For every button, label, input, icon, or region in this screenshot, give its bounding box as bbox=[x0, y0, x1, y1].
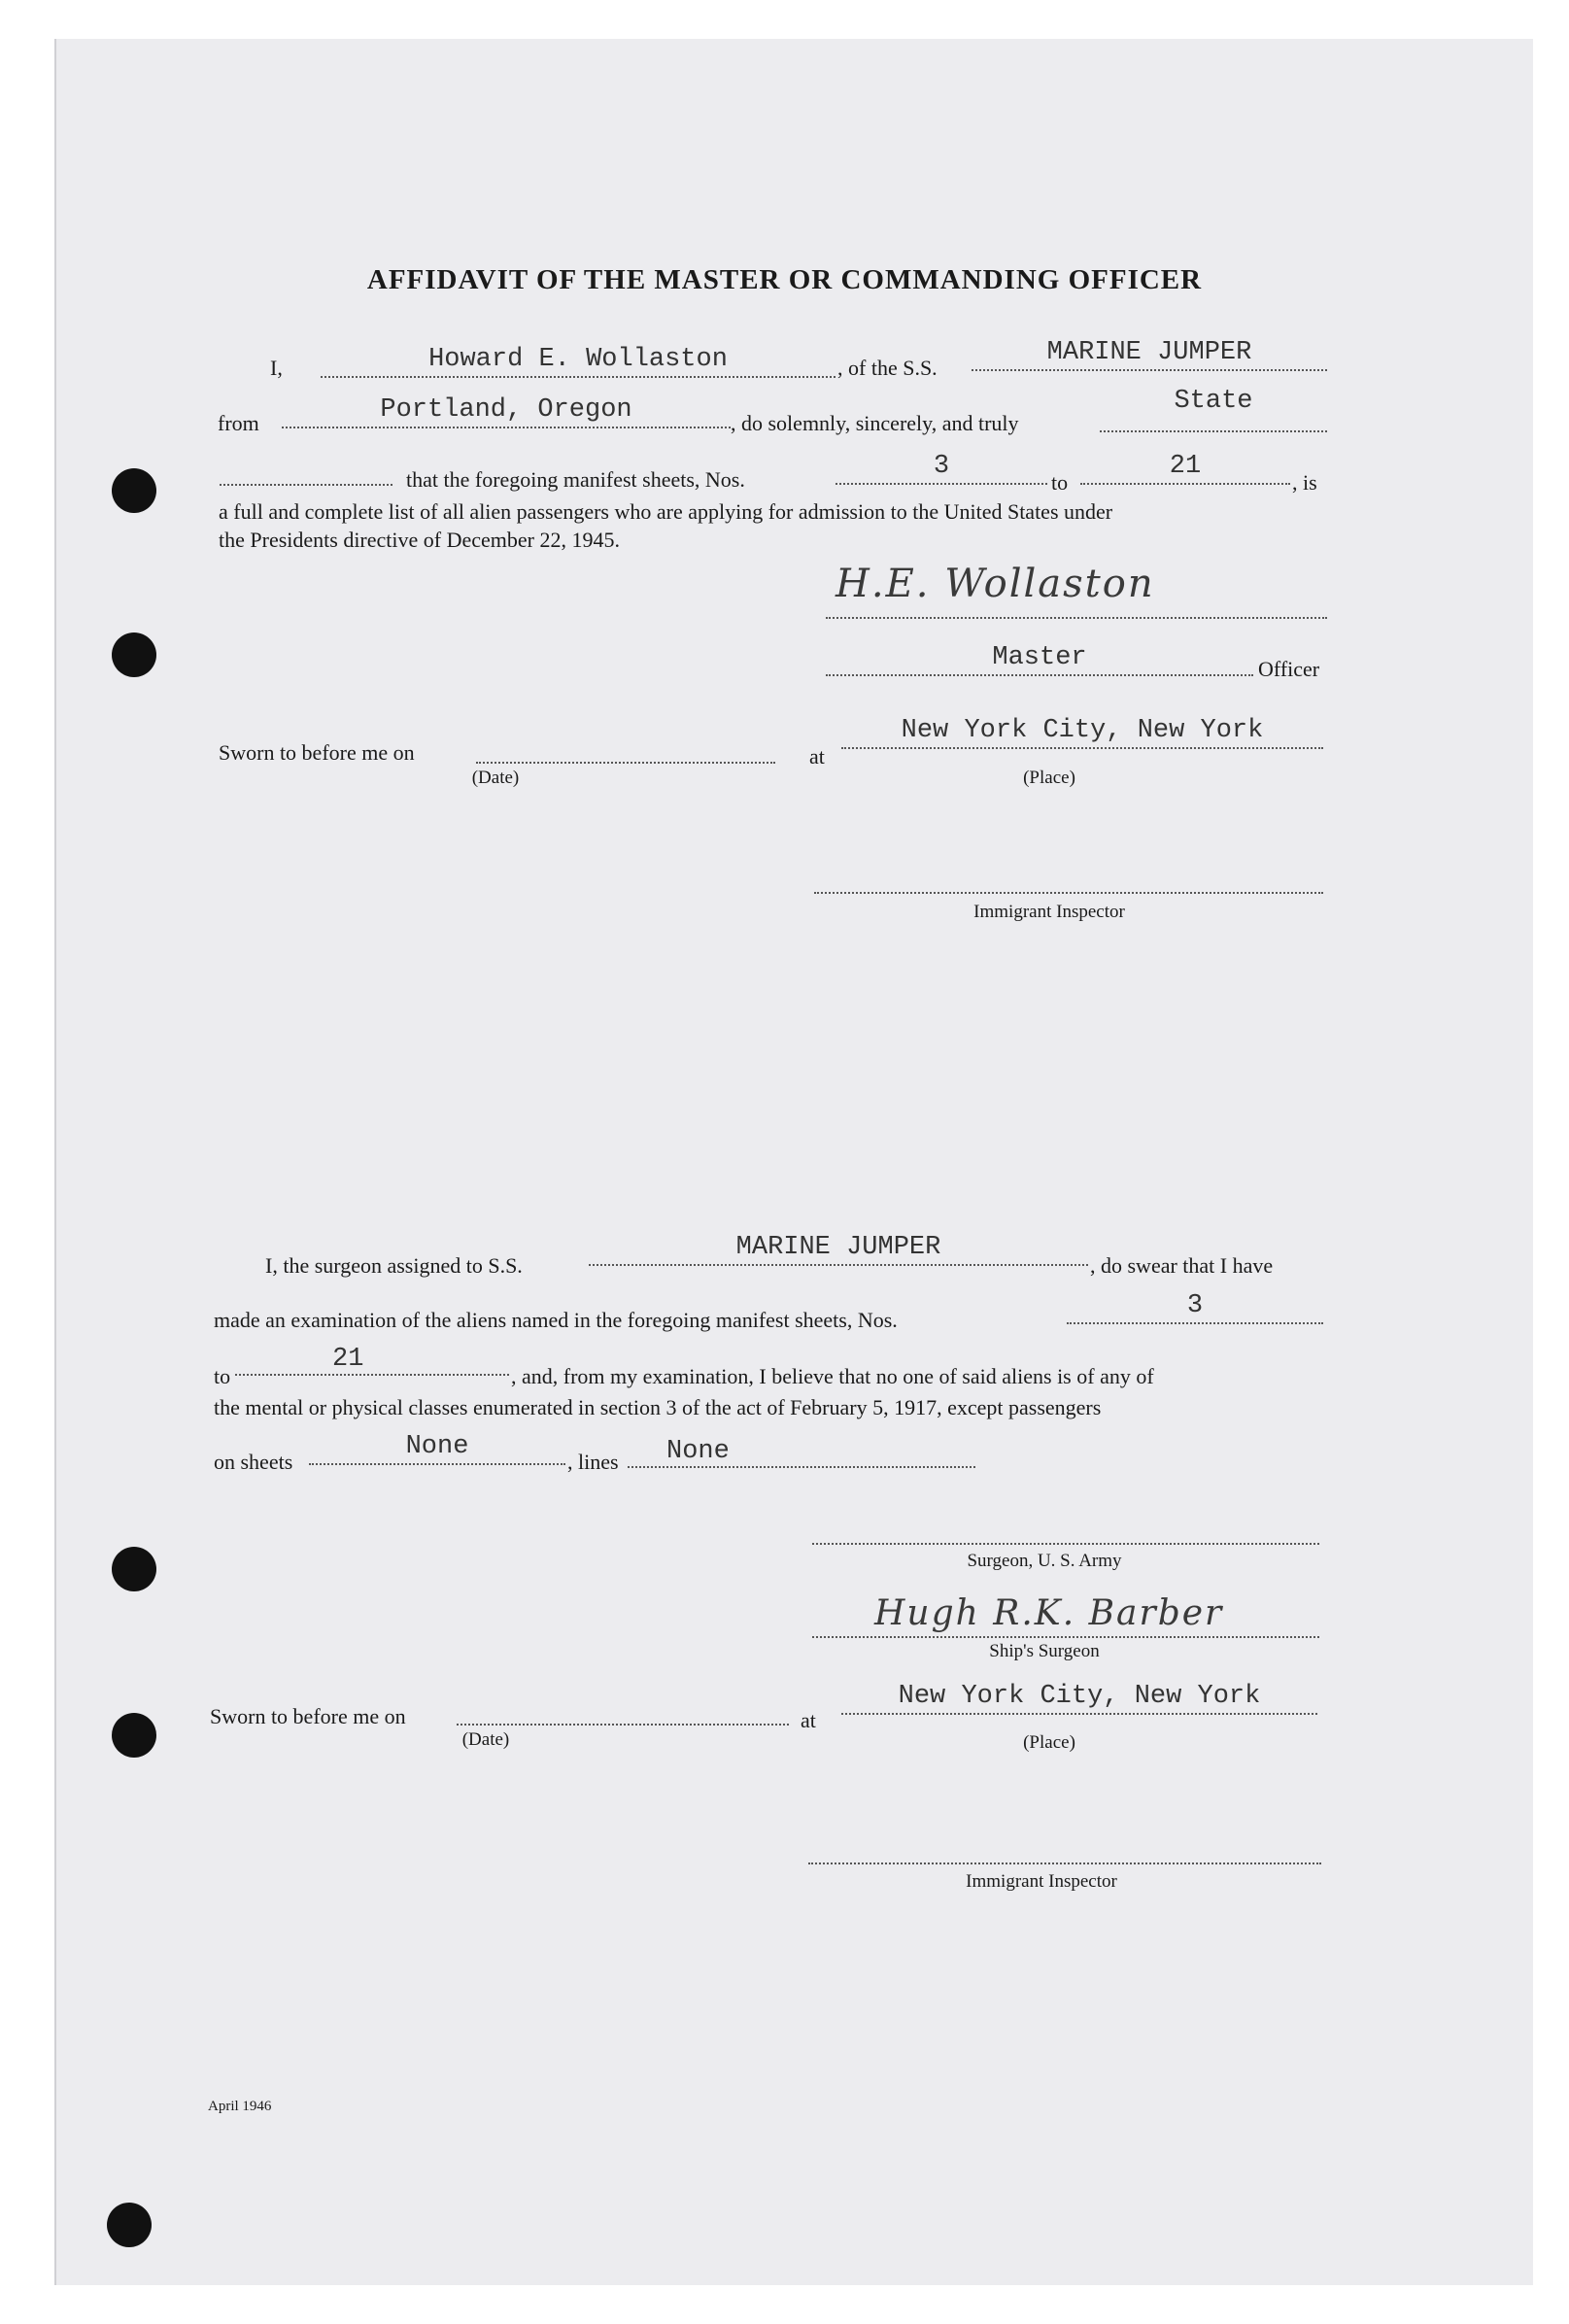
signature-line bbox=[826, 617, 1327, 619]
at-label: at bbox=[809, 744, 825, 769]
on-sheets-label: on sheets bbox=[214, 1450, 293, 1474]
punch-hole bbox=[112, 468, 156, 513]
sworn-label: Sworn to before me on bbox=[219, 740, 415, 765]
ship-name-field[interactable]: MARINE JUMPER bbox=[972, 336, 1327, 371]
army-surgeon-line bbox=[812, 1543, 1319, 1545]
directive-line: the Presidents directive of December 22, 1945. bbox=[219, 528, 620, 552]
sheets-from-field[interactable]: 3 bbox=[836, 450, 1047, 485]
sheets-to-field[interactable]: 21 bbox=[1080, 450, 1290, 485]
punch-hole bbox=[107, 2203, 152, 2247]
surgeon-date-caption: (Date) bbox=[461, 1729, 510, 1750]
oath-word-field[interactable]: State bbox=[1174, 387, 1253, 416]
foregoing-label: that the foregoing manifest sheets, Nos. bbox=[406, 467, 745, 492]
punch-hole bbox=[112, 1547, 156, 1591]
surgeon-sworn-date-field[interactable] bbox=[457, 1691, 789, 1726]
from-exam-label: , and, from my examination, I believe that no one of said aliens is of any of bbox=[511, 1364, 1154, 1388]
surgeon-sworn-label: Sworn to before me on bbox=[210, 1704, 406, 1728]
to-label: to bbox=[1051, 470, 1069, 495]
lines-label: , lines bbox=[567, 1450, 619, 1474]
sworn-date-field[interactable] bbox=[476, 729, 775, 764]
surgeon-ship-name-field[interactable]: MARINE JUMPER bbox=[589, 1231, 1088, 1266]
officer-label: Officer bbox=[1258, 657, 1320, 681]
surgeon-immigrant-inspector-caption: Immigrant Inspector bbox=[966, 1871, 1117, 1892]
except-lines-field[interactable]: None bbox=[628, 1435, 975, 1468]
army-surgeon-caption: Surgeon, U. S. Army bbox=[967, 1551, 1122, 1571]
place-caption: (Place) bbox=[1023, 768, 1075, 788]
ships-surgeon-signature: Hugh R.K. Barber bbox=[874, 1593, 1224, 1633]
ships-surgeon-line bbox=[812, 1636, 1319, 1638]
inspector-line bbox=[814, 892, 1323, 894]
surgeon-place-caption: (Place) bbox=[1023, 1732, 1075, 1753]
full-list-line: a full and complete list of all alien passengers who are applying for admission to the United States under bbox=[219, 499, 1113, 524]
surgeon-at-label: at bbox=[801, 1708, 816, 1732]
form-date: April 1946 bbox=[208, 2099, 272, 2114]
surgeon-sheets-to-field[interactable]: 21 bbox=[235, 1343, 509, 1376]
master-signature: H.E. Wollaston bbox=[836, 562, 1155, 606]
punch-hole bbox=[112, 1713, 156, 1758]
master-title-field[interactable]: Master bbox=[826, 641, 1253, 676]
classes-line: the mental or physical classes enumerated in section 3 of the act of February 5, 1917, except passengers bbox=[214, 1395, 1102, 1419]
except-sheets-field[interactable]: None bbox=[309, 1430, 565, 1465]
oath-continuation-line bbox=[220, 484, 392, 486]
surgeon-sheets-from-field[interactable]: 3 bbox=[1067, 1289, 1323, 1324]
surgeon-inspector-line bbox=[808, 1863, 1321, 1864]
oath-word-line bbox=[1100, 430, 1327, 432]
is-label: , is bbox=[1292, 470, 1317, 495]
of-the-ss-label: , of the S.S. bbox=[837, 356, 938, 380]
sworn-place-field[interactable]: New York City, New York bbox=[841, 714, 1323, 749]
punch-hole bbox=[112, 632, 156, 677]
swear-label: , do swear that I have bbox=[1090, 1253, 1274, 1278]
surgeon-intro-label: I, the surgeon assigned to S.S. bbox=[265, 1253, 523, 1278]
from-label: from bbox=[218, 411, 259, 435]
ships-surgeon-caption: Ship's Surgeon bbox=[989, 1641, 1100, 1661]
surgeon-to-label: to bbox=[214, 1364, 231, 1388]
document-title: AFFIDAVIT OF THE MASTER OR COMMANDING OFFICER bbox=[366, 264, 1203, 295]
from-port-field[interactable]: Portland, Oregon bbox=[282, 393, 731, 428]
examination-label: made an examination of the aliens named in the foregoing manifest sheets, Nos. bbox=[214, 1308, 898, 1332]
surgeon-sworn-place-field[interactable]: New York City, New York bbox=[841, 1680, 1317, 1715]
solemnly-label: , do solemnly, sincerely, and truly bbox=[731, 411, 1019, 435]
date-caption: (Date) bbox=[471, 768, 520, 788]
i-label: I, bbox=[270, 356, 283, 380]
immigrant-inspector-caption: Immigrant Inspector bbox=[973, 902, 1125, 922]
master-name-field[interactable]: Howard E. Wollaston bbox=[321, 343, 836, 378]
